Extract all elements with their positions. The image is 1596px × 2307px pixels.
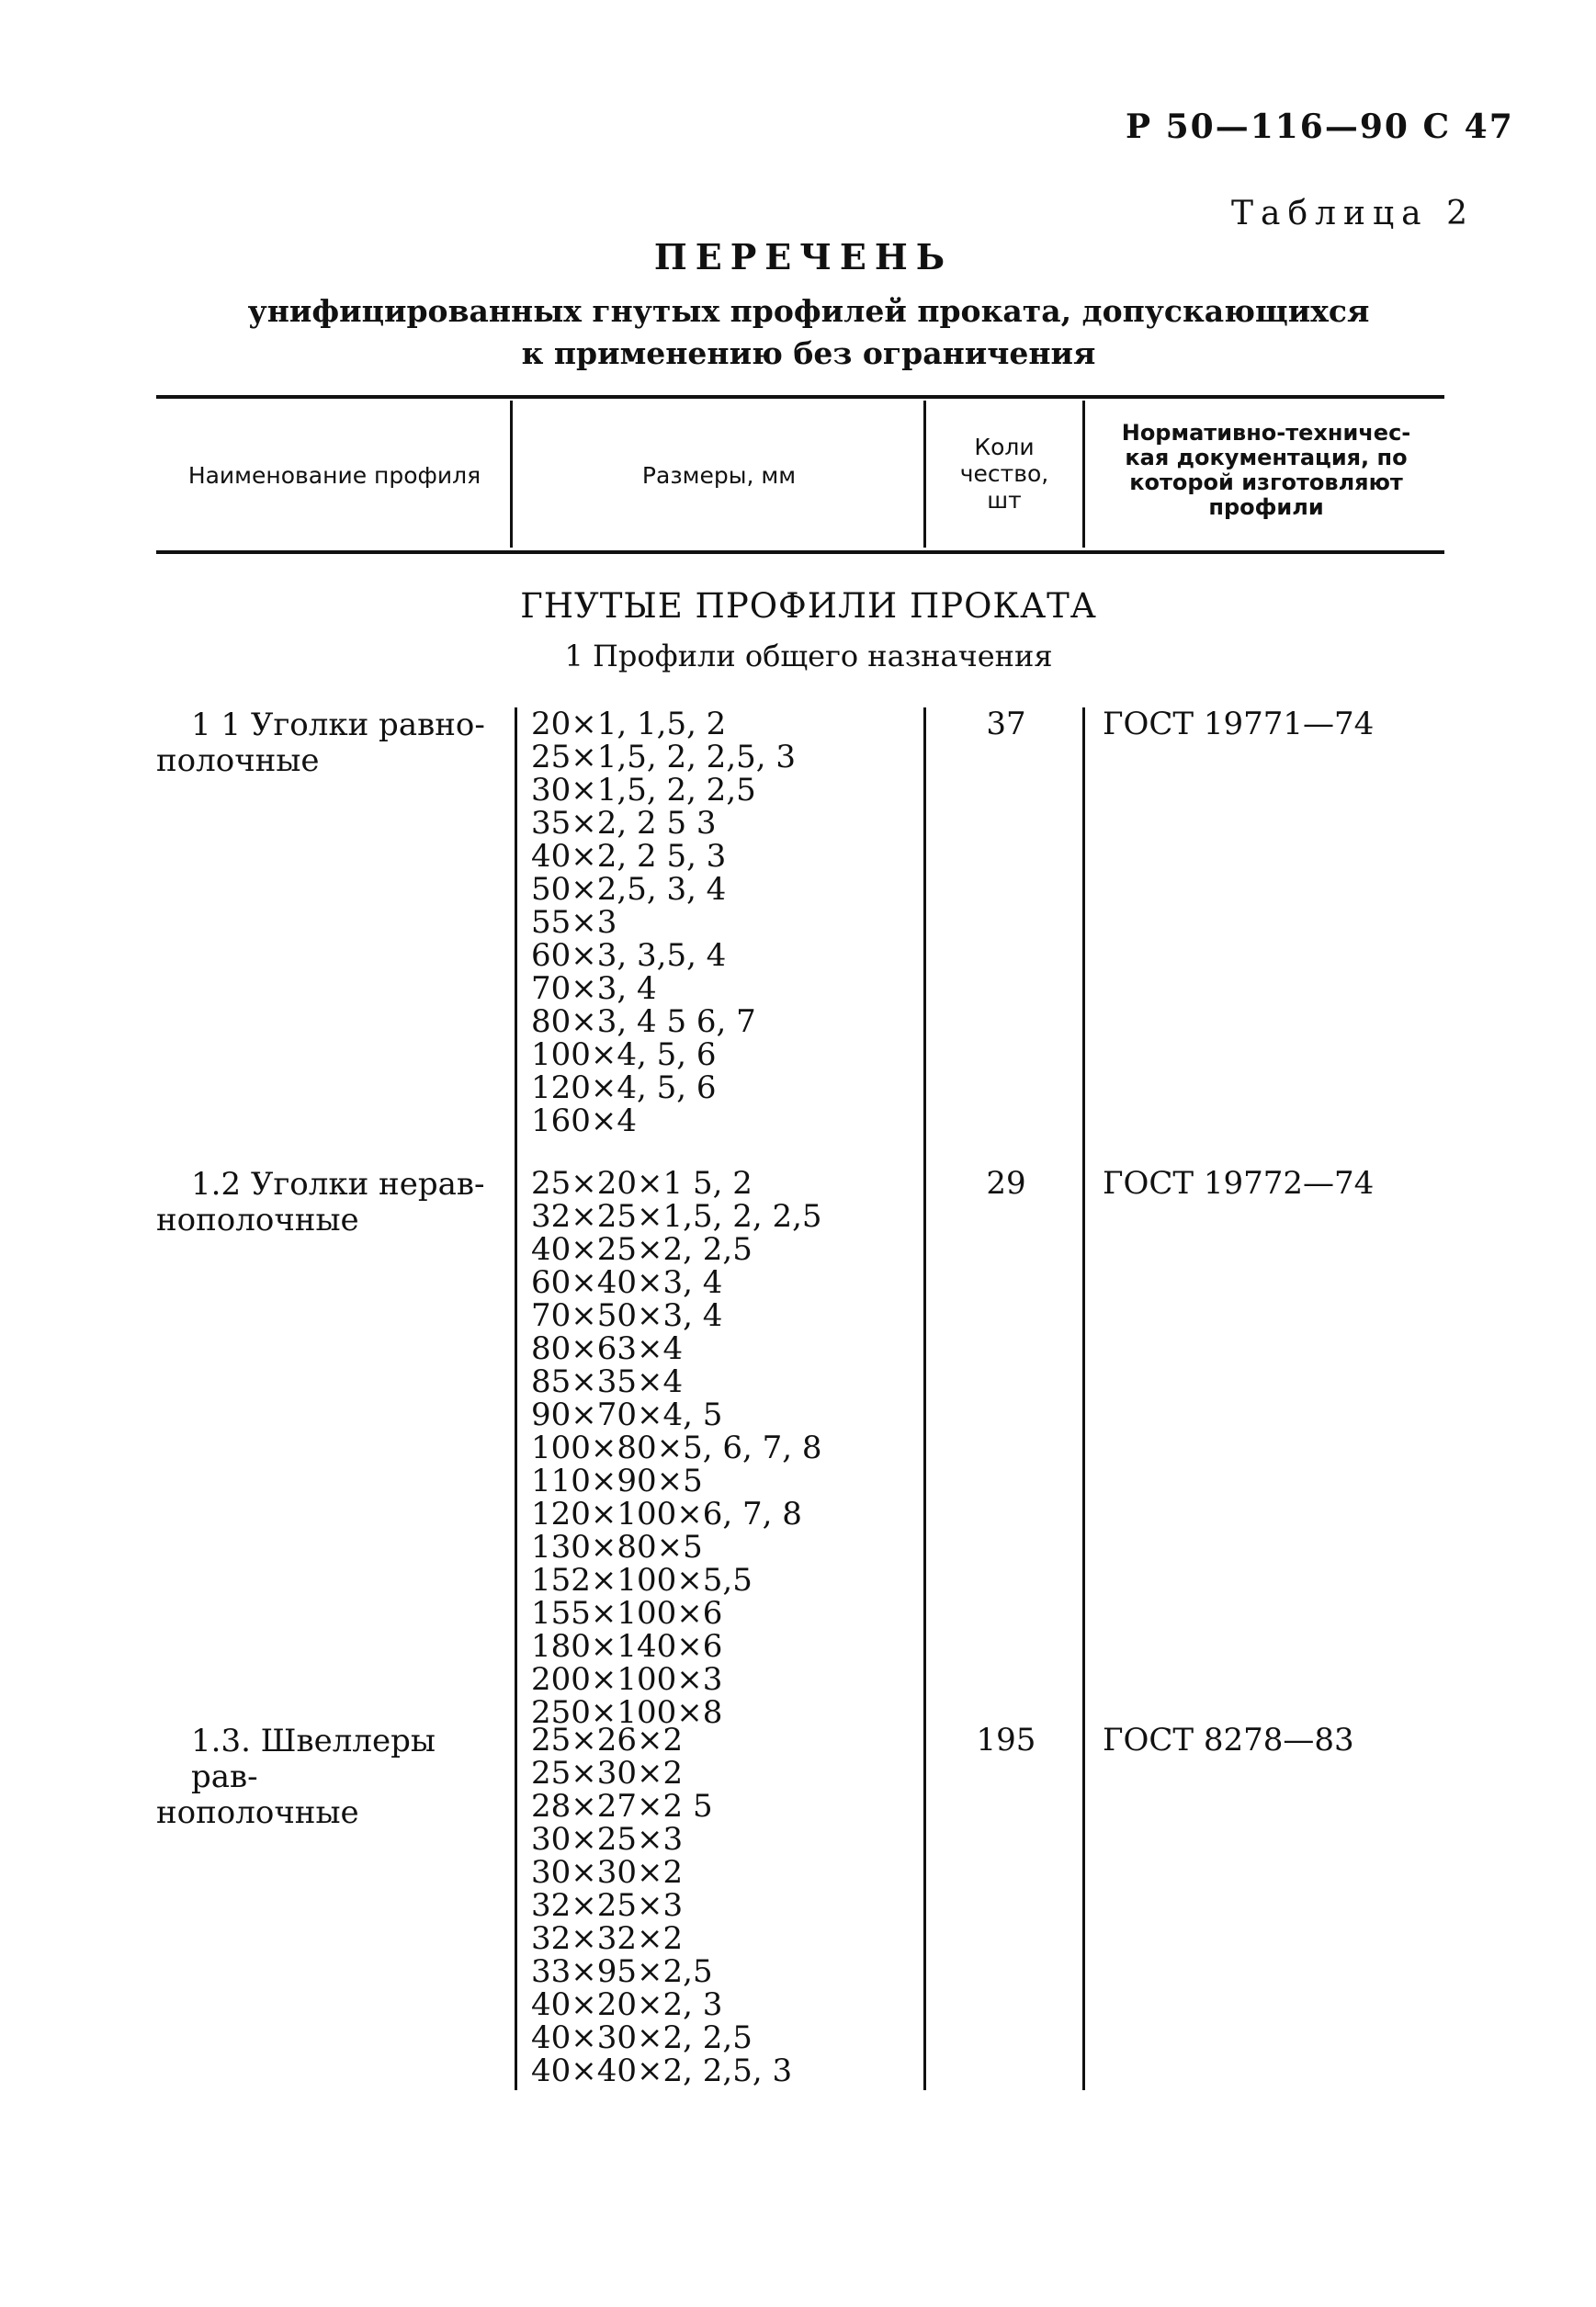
size-entry: 32×32×2 (531, 1920, 684, 1957)
profile-name-line: 1.3. Швеллеры рав- (191, 1723, 436, 1795)
body-divider-quantity (923, 707, 926, 2090)
size-entry: 25×20×1 5, 2 (531, 1165, 753, 1202)
document-title: ПЕРЕЧЕНЬ (653, 236, 954, 277)
size-entry: 100×4, 5, 6 (531, 1036, 717, 1073)
profile-sizes (531, 1167, 917, 1729)
body-divider-sizes (515, 707, 517, 2090)
size-entry: 152×100×5,5 (531, 1562, 753, 1599)
column-header-name: Наименование профиля (187, 462, 481, 489)
size-entry: 70×50×3, 4 (531, 1297, 723, 1334)
size-entry: 32×25×3 (531, 1887, 684, 1924)
qty-header-line: чество, (959, 460, 1049, 487)
profile-standard: ГОСТ 19772—74 (1103, 1165, 1375, 1202)
size-entry: 180×140×6 (531, 1628, 723, 1665)
size-entry: 90×70×4, 5 (531, 1397, 723, 1433)
profile-name-line: нополочные (156, 1794, 359, 1831)
size-entry: 20×1, 1,5, 2 (531, 706, 727, 742)
size-entry: 50×2,5, 3, 4 (531, 871, 727, 908)
size-entry: 60×3, 3,5, 4 (531, 937, 727, 974)
size-entry: 40×2, 2 5, 3 (531, 838, 727, 875)
header-divider (510, 401, 513, 548)
profile-standard: ГОСТ 19771—74 (1103, 706, 1375, 742)
size-entry: 80×63×4 (531, 1330, 684, 1367)
size-entry: 85×35×4 (531, 1363, 684, 1400)
profile-name (156, 1724, 505, 1831)
size-entry: 70×3, 4 (531, 970, 657, 1007)
column-header-documentation (1087, 421, 1445, 520)
profile-name-line: 1 1 Уголки равно- (191, 707, 485, 743)
section-title: ГНУТЫЕ ПРОФИЛИ ПРОКАТА (520, 586, 1097, 626)
qty-header-line: шт (987, 487, 1022, 514)
size-entry: 100×80×5, 6, 7, 8 (531, 1430, 822, 1466)
size-entry: 28×27×2 5 (531, 1788, 713, 1825)
size-entry: 35×2, 2 5 3 (531, 805, 717, 842)
doc-header-line: профили (1208, 494, 1324, 520)
page-header-code: Р 50—116—90 С 47 (1126, 107, 1514, 146)
size-entry: 40×30×2, 2,5 (531, 2019, 753, 2056)
size-entry: 40×40×2, 2,5, 3 (531, 2053, 793, 2089)
header-divider (1082, 401, 1085, 548)
size-entry: 40×25×2, 2,5 (531, 1231, 753, 1268)
profile-sizes (531, 1724, 917, 2087)
size-entry: 30×25×3 (531, 1821, 684, 1858)
size-entry: 30×30×2 (531, 1854, 684, 1891)
size-entry: 110×90×5 (531, 1463, 703, 1499)
size-entry: 40×20×2, 3 (531, 1986, 723, 2023)
qty-header-line: Коли (974, 434, 1035, 460)
profile-name (156, 1167, 505, 1238)
profile-name-line: 1.2 Уголки нерав- (191, 1166, 485, 1203)
profile-quantity: 29 (986, 1165, 1026, 1202)
profile-name (156, 707, 505, 779)
size-entry: 80×3, 4 5 6, 7 (531, 1003, 756, 1040)
profile-name-line: полочные (156, 742, 320, 779)
size-entry: 200×100×3 (531, 1661, 723, 1698)
doc-header-line: Нормативно-техничес- (1121, 420, 1411, 446)
size-entry: 25×30×2 (531, 1755, 684, 1792)
doc-header-line: кая документация, по (1125, 445, 1408, 470)
size-entry: 60×40×3, 4 (531, 1264, 723, 1301)
size-entry: 33×95×2,5 (531, 1953, 713, 1990)
subtitle-line-2: к применению без ограничения (521, 335, 1096, 371)
size-entry: 55×3 (531, 904, 617, 941)
profile-name-line: нополочные (156, 1202, 359, 1238)
size-entry: 25×26×2 (531, 1722, 684, 1759)
table-header-bottom-rule (156, 550, 1444, 554)
profile-quantity: 37 (986, 706, 1026, 742)
column-header-sizes: Размеры, мм (641, 462, 797, 489)
size-entry: 130×80×5 (531, 1529, 703, 1566)
size-entry: 25×1,5, 2, 2,5, 3 (531, 739, 797, 775)
size-entry: 250×100×8 (531, 1694, 723, 1731)
profile-standard: ГОСТ 8278—83 (1103, 1722, 1354, 1759)
size-entry: 155×100×6 (531, 1595, 723, 1632)
table-label: Таблица 2 (1231, 195, 1475, 232)
subtitle-line-1: унифицированных гнутых профилей проката, допускающихся (247, 293, 1370, 329)
doc-header-line: которой изготовляют (1129, 469, 1403, 495)
document-subtitle (230, 290, 1387, 375)
table-top-rule (156, 395, 1444, 399)
profile-quantity: 195 (976, 1722, 1036, 1759)
size-entry: 160×4 (531, 1103, 638, 1139)
column-header-quantity (926, 434, 1082, 514)
section-subtitle: 1 Профили общего назначения (564, 639, 1053, 673)
body-divider-doc (1082, 707, 1085, 2090)
size-entry: 32×25×1,5, 2, 2,5 (531, 1198, 822, 1235)
size-entry: 120×4, 5, 6 (531, 1069, 717, 1106)
size-entry: 120×100×6, 7, 8 (531, 1496, 802, 1532)
size-entry: 30×1,5, 2, 2,5 (531, 772, 756, 809)
profile-sizes (531, 707, 917, 1137)
